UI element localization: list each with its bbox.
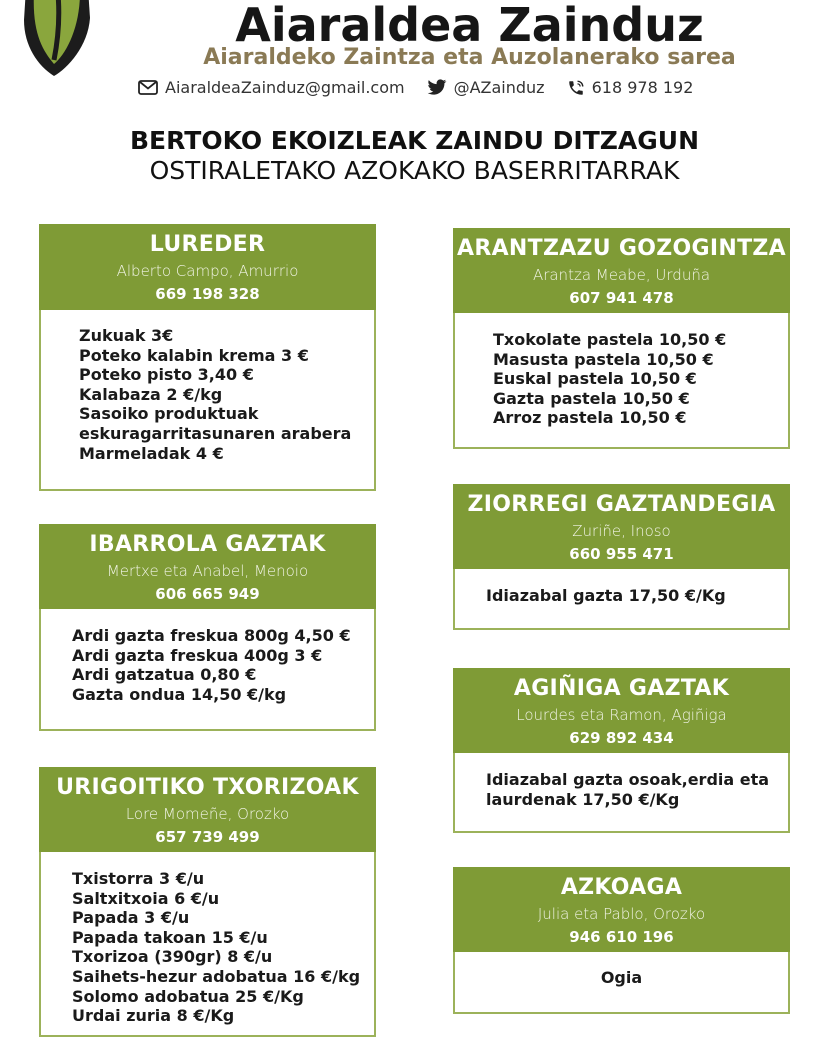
- producer-location: Zuriñe, Inoso: [572, 522, 671, 540]
- product-item: eskuragarritasunaren arabera: [79, 423, 352, 443]
- producer-card-lureder: [39, 224, 376, 491]
- phone-contact[interactable]: [567, 78, 694, 97]
- product-item: Saltxitxoia 6 €/u: [72, 888, 220, 908]
- org-subtitle: Aiaraldeko Zaintza eta Auzolanerako sarea: [203, 45, 736, 70]
- product-item: Zukuak 3€: [79, 326, 174, 345]
- envelope-icon: [138, 80, 158, 95]
- producer-card-ziorregi: [453, 484, 790, 630]
- product-item: Ardi gatzatua 0,80 €: [72, 665, 257, 685]
- product-item: Saihets-hezur adobatua 16 €/kg: [72, 966, 361, 986]
- product-item: Idiazabal gazta osoak,erdia eta: [486, 770, 770, 789]
- producer-card-azkoaga: [453, 867, 790, 1014]
- producer-location: Arantza Meabe, Urduña: [532, 266, 711, 284]
- product-list: [39, 609, 376, 731]
- product-item: Idiazabal gazta 17,50 €/Kg: [486, 586, 726, 605]
- product-item: Ardi gazta freskua 400g 3 €: [72, 645, 323, 665]
- producer-name: AZKOAGA: [560, 875, 683, 900]
- producer-name: LUREDER: [149, 232, 266, 257]
- producer-header: [453, 867, 790, 952]
- page-heading: BERTOKO EKOIZLEAK ZAINDU DITZAGUN: [130, 126, 699, 155]
- producer-phone: 607 941 478: [569, 289, 674, 307]
- product-item: Urdai zuria 8 €/Kg: [72, 1006, 235, 1026]
- product-list: [453, 313, 790, 449]
- twitter-icon: [427, 79, 447, 96]
- product-item: Papada takoan 15 €/u: [72, 927, 268, 947]
- email-text: AiaraldeaZainduz@gmail.com: [165, 78, 405, 97]
- product-list: [453, 569, 790, 630]
- producer-card-ibarrola: [39, 524, 376, 731]
- contact-bar: [138, 78, 715, 97]
- product-item: Kalabaza 2 €/kg: [79, 384, 223, 404]
- product-item: Solomo adobatua 25 €/Kg: [72, 986, 304, 1006]
- producer-header: [453, 484, 790, 569]
- product-item: Ardi gazta freskua 800g 4,50 €: [72, 626, 351, 645]
- producer-location: Lourdes eta Ramon, Agiñiga: [516, 706, 727, 724]
- producer-header: [453, 228, 790, 313]
- product-list: [39, 852, 376, 1037]
- producer-name: IBARROLA GAZTAK: [89, 532, 326, 557]
- producer-header: [39, 224, 376, 310]
- email-contact[interactable]: [138, 78, 405, 97]
- product-item: Marmeladak 4 €: [79, 443, 224, 463]
- producer-location: Lore Momeñe, Orozko: [125, 805, 290, 823]
- product-item: Poteko pisto 3,40 €: [79, 365, 254, 385]
- producer-location: Alberto Campo, Amurrio: [116, 262, 299, 280]
- phone-icon: [567, 79, 585, 97]
- product-list: [39, 310, 376, 491]
- phone-text: 618 978 192: [591, 78, 694, 97]
- producer-phone: 669 198 328: [155, 285, 260, 303]
- product-item: Poteko kalabin krema 3 €: [79, 345, 309, 365]
- producer-phone: 657 739 499: [155, 828, 260, 846]
- producer-phone: 606 665 949: [155, 585, 260, 603]
- producer-phone: 946 610 196: [569, 928, 674, 946]
- product-item: Gazta ondua 14,50 €/kg: [72, 684, 287, 704]
- producer-header: [39, 524, 376, 609]
- product-item: Txorizoa (390gr) 8 €/u: [72, 947, 273, 967]
- product-item: Txokolate pastela 10,50 €: [493, 330, 727, 349]
- producer-name: ZIORREGI GAZTANDEGIA: [467, 492, 776, 517]
- product-item: Papada 3 €/u: [72, 908, 190, 928]
- product-item: laurdenak 17,50 €/Kg: [486, 789, 680, 809]
- product-list: [453, 952, 790, 1014]
- producer-name: URIGOITIKO TXORIZOAK: [56, 775, 359, 800]
- producer-header: [39, 767, 376, 852]
- producer-name: AGIÑIGA GAZTAK: [513, 676, 730, 701]
- producer-location: Julia eta Pablo, Orozko: [537, 905, 706, 923]
- producer-card-aginiga: [453, 668, 790, 833]
- product-item: Ogia: [600, 968, 643, 987]
- product-item: Arroz pastela 10,50 €: [493, 408, 687, 428]
- page-subheading: OSTIRALETAKO AZOKAKO BASERRITARRAK: [149, 156, 680, 185]
- producer-card-urigoitiko: [39, 767, 376, 1037]
- producer-location: Mertxe eta Anabel, Menoio: [106, 562, 309, 580]
- product-item: Gazta pastela 10,50 €: [493, 388, 690, 408]
- twitter-contact[interactable]: [427, 78, 545, 97]
- producer-name: ARANTZAZU GOZOGINTZA: [457, 236, 786, 261]
- product-item: Sasoiko produktuak: [79, 404, 259, 424]
- producer-card-arantzazu: [453, 228, 790, 449]
- producer-header: [453, 668, 790, 753]
- producer-phone: 660 955 471: [569, 545, 674, 563]
- product-item: Euskal pastela 10,50 €: [493, 369, 697, 389]
- product-item: Masusta pastela 10,50 €: [493, 349, 714, 369]
- producer-phone: 629 892 434: [569, 729, 674, 747]
- product-list: [453, 753, 790, 833]
- product-item: Txistorra 3 €/u: [72, 869, 205, 888]
- twitter-handle: @AZainduz: [453, 78, 545, 97]
- org-title: Aiaraldea Zainduz: [235, 0, 704, 52]
